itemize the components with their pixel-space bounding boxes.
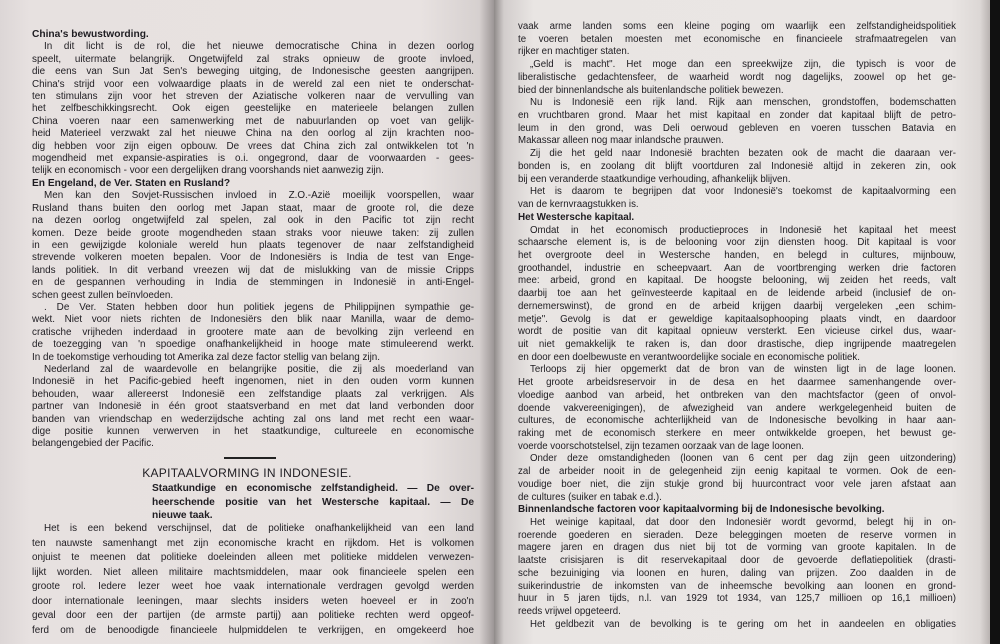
text-line: Men kan den Sovjet-Russischen invloed in Z.O.-Azië moeilijk voorspellen, waar <box>44 190 474 202</box>
text-line: Het geldbezit van de bevolking is te gering om het in aandeelen en obligaties <box>530 618 956 630</box>
text-line: partner van Indonesië in één groot staatsverband en met dat land verbonden door <box>32 401 474 413</box>
text-line: suikerindustrie de inkomsten van de inheemsche bevolking aan loonen en grond- <box>518 580 956 592</box>
text-line: mee: arbeid, grond en kapitaal. De hoogste belooning, wij zeiden het reeds, valt <box>518 275 956 287</box>
text-line: sche bezuiniging via loonen en huren, daling van prijzen. Zoo daalden in de <box>518 567 956 579</box>
text-line: groote rol. Iedere lezer weet hoe vaak internationale verdragen gevolgd werden <box>32 581 474 592</box>
text-line: Het weinige kapitaal, dat door den Indonesiër wordt gevormd, belegt hij in on- <box>530 517 956 529</box>
text-line: bied der binnenlandsche als buitenlandsche politiek bewezen. <box>518 84 784 96</box>
text-line: Het groote arbeidsreservoir in de desa en het daarmee samenhangende over- <box>518 377 956 389</box>
text-line: die eens van Sun Jat Sen's beweging uitging, de Indonesische geesten aangrijpen. <box>32 66 474 78</box>
text-line: strevende volkeren moeten bepalen. Voor de Indonesiërs is India de test van Enge- <box>32 252 474 264</box>
text-line: zal de arbeider nooit in de gelegenheid zijn eenig kapitaal te vormen. Ook de een- <box>518 466 956 478</box>
text-line: Rusland thans buiten den oorlog met Japan staat, maar de groote rol, die deze <box>32 202 474 214</box>
text-line: China's strijd voor een volwaardige plaats in de wereld zal een niet te onderschat- <box>32 78 474 90</box>
text-line: in een gewijzigde koloniale wereld hun plaats tegenover de naar zelfstandigheid <box>32 239 474 251</box>
text-line: Indonesië in het Pacific-gebied heeft ingenomen, niet in den ouden vorm kunnen <box>32 376 474 388</box>
text-line: rijker en machtiger staten. <box>518 46 630 58</box>
text-line: komen. Deze beide groote mogendheden staan straks voor nieuwe taken: zij zullen <box>32 227 474 239</box>
section-heading: Binnenlandsche factoren voor kapitaalvorming bij de Indonesische bevolking. <box>518 504 885 516</box>
text-line: doende vakvereenigingen), de afwezigheid van andere werkgelegenheid buiten de <box>518 402 956 414</box>
section-heading: En Engeland, de Ver. Staten en Rusland? <box>32 177 231 189</box>
text-line: laatste crisisjaren is dit reservekapitaal door de gevoerde deflatiepolitiek (drasti- <box>518 555 956 567</box>
text-line: Het is een bekend verschijnsel, dat de politieke onafhankelijkheid van een land <box>44 523 474 534</box>
text-line: mogendheid met expansie-aspiraties is o.i. ongegrond, daar de voorwaarden - gees- <box>32 153 474 165</box>
text-line: dernemerswinst), de grond en de arbeid krijgen daarbij vergeleken „een schim- <box>518 300 956 312</box>
text-line: schen geest zullen beïnvloeden. <box>32 289 174 301</box>
book-edge <box>990 0 1000 644</box>
text-line: „Geld is macht". Het moge dan een spreekwijze zijn, die typisch is voor de <box>530 59 956 71</box>
text-line: leum in den grond, was Deli oerwoud gebleven en voeren tusschen Batavia en <box>518 122 956 134</box>
text-line: telijk en economisch - voor een dergelijken drang voorshands niet aanwezig zijn. <box>32 165 384 177</box>
text-line: raking met de economisch sterkere en meer ontwikkelde groepen, het bewust ge- <box>518 428 956 439</box>
left-page-top-text <box>32 29 474 451</box>
chapter-subtitle <box>152 482 474 523</box>
text-line: ferd om de benoodigde financieele hulpmiddelen te verkrijgen, en omgekeerd hoe <box>32 624 474 636</box>
text-line: en de gespannen verhouding in India de stemmingen in Indonesië in anti-Engel- <box>32 277 474 289</box>
text-line: onjuist te meenen dat politieke doeleinden alleen met politieke middelen verwezen- <box>32 552 474 563</box>
text-line: van de kernvraagstukken is. <box>518 199 639 211</box>
subtitle-line: heerschende positie van het Westersche kapitaal. — De <box>152 496 474 508</box>
text-line: wekt. Niet voor niets richten de Indonesiërs den blik naar Manilla, waar de demo- <box>32 314 474 326</box>
text-line: banden van vriendschap en wederzijdsche achting zal ons land met recht een waar- <box>32 413 474 425</box>
text-line: ten nauwste samenhangt met zijn economische kracht en rijkdom. Het is volkomen <box>32 537 474 549</box>
left-page-body-text <box>32 522 474 638</box>
text-line: Omdat in het economisch productieproces in Indonesië het kapitaal het meest <box>530 224 956 236</box>
text-line: reeds vrijwel opgeteerd. <box>518 606 621 618</box>
text-line: voudige boer niet, die zijn stukje grond bij huurcontract voor vele jaren afstaat aan <box>518 478 956 490</box>
text-line: Onder deze omstandigheden (loonen van 6 cent per dag zijn geen uitzondering) <box>530 453 956 465</box>
text-line: In dit licht is de rol, die het nieuwe democratische China in dezen oorlog <box>44 41 474 53</box>
text-line: China voeren naar een samenwerking met de nabuurlanden op voet van gelijk- <box>32 115 474 127</box>
text-line: Zij die het geld naar Indonesië brachten bezaten ook de macht die daaraan ver- <box>530 148 956 160</box>
text-line: bij een veranderde staatkundige verhouding, afhankelijk blijven. <box>518 173 791 185</box>
text-line: lijkt worden. Niet alleen militaire machtsmiddelen, maar ook financieele spelen een <box>32 566 474 578</box>
section-heading: Het Westersche kapitaal. <box>518 211 635 223</box>
text-line: heid Materieel verzwakt zal het nieuwe China na den oorlog al zijn krachten noo- <box>32 128 474 140</box>
text-line: het overgroote deel in Westersche handen, en belegd in cultures, mijnbouw, <box>518 249 956 261</box>
text-line: belangengebied der Pacific. <box>32 438 154 450</box>
text-line: dig hebben voor zijn eigen opbouw. De vrees dat China zich zal ontwikkelen tot 'n <box>32 140 474 152</box>
text-line: magere jaren en dragen dus niet bij tot de vorming van groote kapitalen. In de <box>518 542 956 554</box>
text-line: Nederland zal de waardevolle en belangrijke positie, die zij als moederland van <box>44 363 474 375</box>
text-line: cratische vrijheden inderdaad in grootere mate aan de bevolking zijn verleend en <box>32 326 474 338</box>
text-line: cultures, de economische achterlijkheid van de Indonesische bevolking in haar aan- <box>518 415 956 427</box>
section-heading: China's bewustwording. <box>32 29 149 40</box>
text-line: de toezegging van 'n spoedige onafhankelijkheid in hooge mate stimuleerend werkt. <box>32 339 474 351</box>
text-line: liberalistische gedachtensfeer, de waarheid wordt nog dagelijks, zoowel op het ge- <box>518 71 956 83</box>
text-line: speelt, uitermate belangrijk. Ongetwijfeld zal straks opnieuw de groote invloed, <box>32 53 474 65</box>
right-page-text <box>518 21 956 632</box>
subtitle-line: Staatkundige en economische zelfstandigheid. — De over- <box>152 483 474 494</box>
text-line: Het is daarom te begrijpen dat voor Indonesië's toekomst de kapitaalvorming een <box>530 186 956 198</box>
text-line: vloedige aanbod van arbeid, het ontbreken van den machtsfactor (geen of onvol- <box>518 389 956 401</box>
text-line: en vruchtbaren grond. Maar het mist kapitaal en zonder dat kapitaal blijft de petro- <box>518 110 956 122</box>
text-line: dige positie kunnen verwerven in het staatkundige, cultureele en economische <box>32 426 474 437</box>
text-line: roerende goederen en sieraden. Deze beleggingen moeten de reserve vormen in <box>518 529 956 541</box>
text-line: lands politiek. In dit verband vreezen wij dat de mislukking van de missie Cripps <box>32 264 474 276</box>
text-line: . De Ver. Staten hebben door hun politiek jegens de Philippijnen sympathie ge- <box>44 301 474 313</box>
text-line: behouden, waar allereerst Indonesië een zelfstandige plaats zal verkrijgen. Als <box>32 388 474 400</box>
text-line: huur in 5 jaren tijds, n.l. van 1929 tot 1934, van 125,7 millioen op 16,1 millioen) <box>518 593 956 605</box>
text-line: en door een doelbewuste en verantwoordelijke sociale en economische politiek. <box>518 351 860 363</box>
text-line: schaarsche element is, is de belooning voor zijn diensten hoog. Dit kapitaal is voor <box>518 237 956 249</box>
text-line: wordt de positie van dit kapitaal opnieuw versterkt. Een vicieuse cirkel dus, waar- <box>518 326 956 338</box>
text-line: daarbij toe aan het geïnvesteerde kapitaal en de leidende arbeid (inclusief de on- <box>518 288 956 300</box>
text-line: groothandel, industrie en scheepvaart. Aan de voortbrenging werken drie factoren <box>518 262 956 274</box>
text-line: Terloops zij hier opgemerkt dat de bron van de winsten ligt in de lage loonen. <box>530 364 956 376</box>
right-page <box>494 0 990 644</box>
chapter-title: KAPITAALVORMING IN INDONESIE. <box>142 466 352 480</box>
text-line: In de toekomstige verhouding tot Amerika zal deze factor stellig van belang zijn. <box>32 351 381 363</box>
text-line: de cultures (suiker en tabak e.d.). <box>518 491 662 503</box>
text-line: Makassar alleen nog maar inlandsche prauwen. <box>518 135 724 147</box>
text-line: metje". Gevolg is dat er geweldige kapitaalsophooping plaats vindt, en daardoor <box>518 313 956 325</box>
left-page <box>0 0 494 644</box>
text-line: ten stimulans zijn voor het streven der Aziatische volkeren naar de vervulling van <box>32 91 474 103</box>
text-line: te voeren betalen moesten met economische en financieele strafmaatregelen van <box>518 33 956 45</box>
text-line: het zelfbeschikkingsrecht. Ook eigen geestelijke en materieele belangen zullen <box>32 103 474 115</box>
text-line: uit niet gemakkelijk te raken is, dan door drastische, diep ingrijpende maatregelen <box>518 338 956 350</box>
section-divider <box>224 457 276 459</box>
text-line: vaak arme landen soms een kleine poging om waarlijk een zelfstandigheidspolitiek <box>518 21 956 32</box>
subtitle-line: nieuwe taak. <box>152 510 213 521</box>
text-line: door internationale leeningen, maar slechts insiders weten hoeveel er in zoo'n <box>32 595 474 607</box>
text-line: na dezen oorlog ongetwijfeld zal spelen, zal ook in den Pacific tot zijn recht <box>32 215 474 227</box>
text-line: Nu is Indonesië een rijk land. Rijk aan menschen, grondstoffen, bodemschatten <box>530 97 956 109</box>
text-line: bonden is, en zoolang dit blijft voortduren zal Indonesië altijd in zekeren zin, ook <box>518 160 956 172</box>
text-line: geval door een der partijen (de armste partij) aan politieke rechten werd opgeof- <box>32 610 474 621</box>
text-line: voerde voorschotstelsel, zijn tezamen oorzaak van de lage loonen. <box>518 440 804 452</box>
